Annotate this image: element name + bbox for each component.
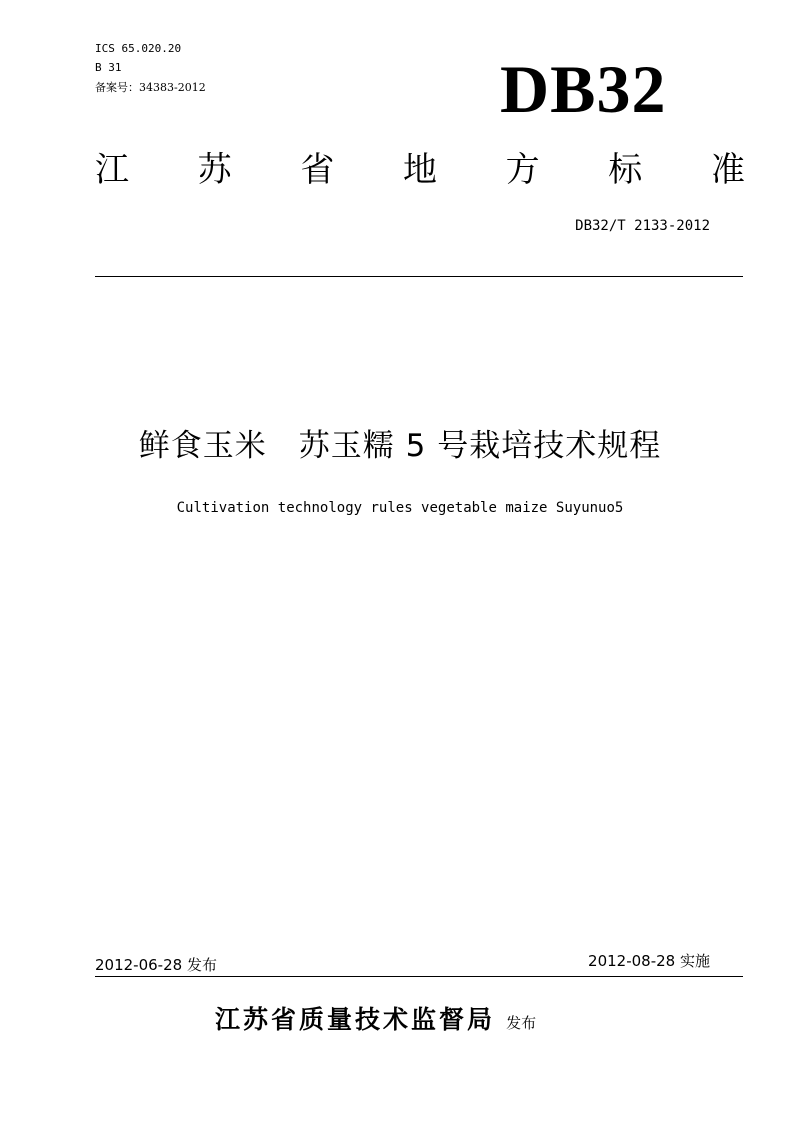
top-divider (95, 276, 743, 277)
bottom-divider (95, 976, 743, 977)
standard-type-char: 苏 (197, 150, 232, 190)
standard-type-title (95, 148, 745, 192)
issuer-name: 江苏省质量技术监督局 (215, 1005, 496, 1034)
standard-type-char: 准 (710, 150, 745, 190)
issuer-block (215, 1000, 536, 1036)
ics-code: ICS 65.020.20 (95, 42, 182, 55)
standard-type-char: 地 (402, 150, 437, 190)
document-title: 鲜食玉米 苏玉糯 5 号栽培技术规程 (138, 428, 662, 464)
standard-number: DB32/T 2133-2012 (575, 218, 710, 234)
record-number: 备案号：34383-2012 (95, 81, 206, 94)
document-english-title: Cultivation technology rules vegetable maize Suyunuo5 (176, 500, 624, 516)
standard-type-char: 方 (505, 150, 540, 190)
issuer-action: 发布 (506, 1014, 537, 1032)
standard-logo: DB32 (500, 51, 667, 127)
issue-date: 2012-06-28 发布 (95, 956, 217, 974)
standard-type-char: 标 (608, 150, 643, 190)
implementation-date: 2012-08-28 实施 (588, 952, 710, 970)
category-code: B 31 (95, 61, 122, 74)
standard-type-char: 省 (300, 150, 335, 190)
standard-type-char: 江 (95, 150, 129, 190)
